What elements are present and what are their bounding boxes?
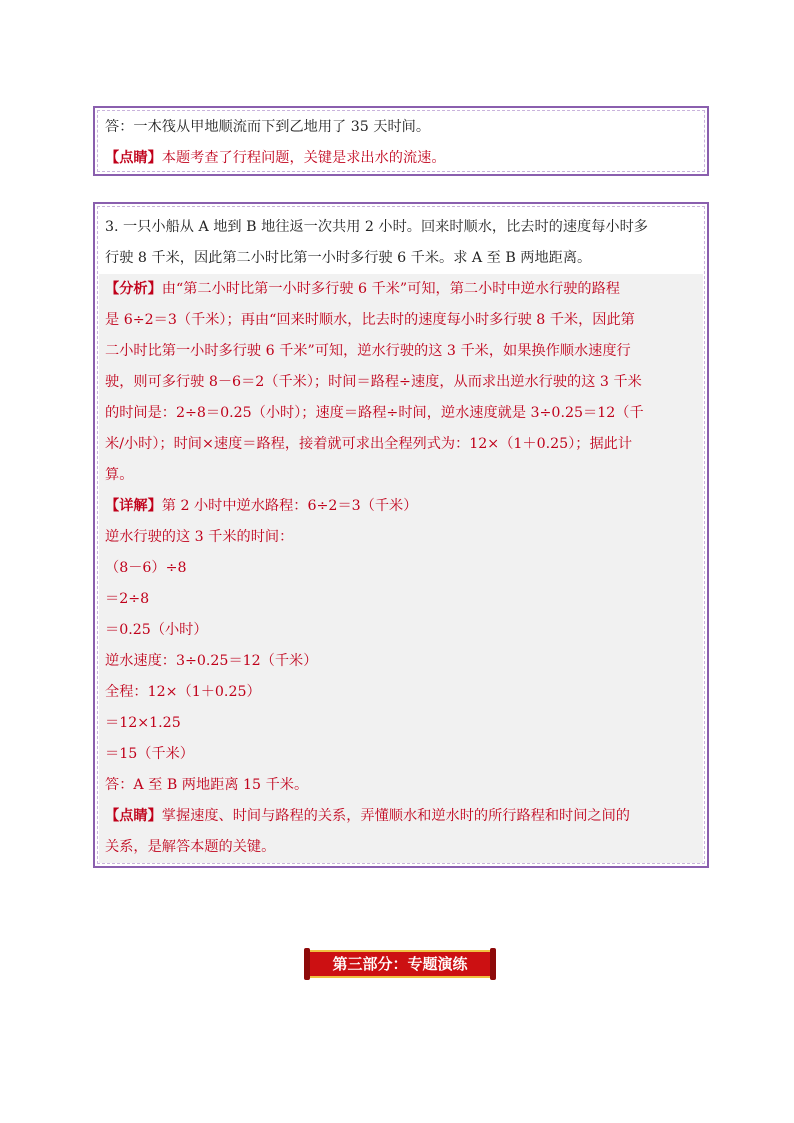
- detail-tag: 【详解】: [105, 498, 162, 514]
- answer-line: 答：A 至 B 两地距离 15 千米。: [99, 770, 703, 801]
- comment-tag: 【点睛】: [105, 808, 162, 824]
- analysis-line: 二小时比第一小时多行驶 6 千米”可知，逆水行驶的这 3 千米，如果换作顺水速度行: [99, 336, 703, 367]
- detail-text: 第 2 小时中逆水路程：6÷2＝3（千米）: [161, 498, 418, 514]
- analysis-line: 是 6÷2＝3（千米）；再由“回来时顺水，比去时的速度每小时多行驶 8 千米，因此第: [99, 305, 703, 336]
- analysis-line: 驶，则可多行驶 8－6＝2（千米）；时间＝路程÷速度，从而求出逆水行驶的这 3 千米: [99, 367, 703, 398]
- previous-solution-box: [93, 106, 709, 176]
- detail-line: ＝2÷8: [99, 584, 703, 615]
- detail-line: ＝15（千米）: [99, 739, 703, 770]
- detail-line: （8－6）÷8: [99, 553, 703, 584]
- detail-line: 全程：12×（1＋0.25）: [99, 677, 703, 708]
- comment-text: 掌握速度、时间与路程的关系，弄懂顺水和逆水时的所行路程和时间之间的: [161, 808, 630, 824]
- analysis-text: 由“第二小时比第一小时多行驶 6 千米”可知，第二小时中逆水行驶的路程: [161, 281, 620, 297]
- detail-line: [99, 491, 703, 522]
- problem-3-box: [93, 202, 709, 868]
- comment-tag: 【点睛】: [105, 150, 162, 166]
- detail-line: 逆水速度：3÷0.25＝12（千米）: [99, 646, 703, 677]
- analysis-tag: 【分析】: [105, 281, 162, 297]
- comment-line: 关系，是解答本题的关键。: [99, 832, 703, 863]
- detail-line: ＝0.25（小时）: [99, 615, 703, 646]
- analysis-line: 的时间是：2÷8＝0.25（小时）；速度＝路程÷时间，逆水速度就是 3÷0.25＝12（千: [99, 398, 703, 429]
- answer-line: 答：一木筏从甲地顺流而下到乙地用了 35 天时间。: [105, 119, 431, 135]
- question-line: 行驶 8 千米，因此第二小时比第一小时多行驶 6 千米。求 A 至 B 两地距离。: [105, 250, 592, 266]
- comment-line: [99, 143, 703, 174]
- comment-text: 本题考查了行程问题，关键是求出水的流速。: [161, 150, 446, 166]
- section-title-banner: [304, 948, 496, 980]
- comment-line: [99, 801, 703, 832]
- question-line: 3. 一只小船从 A 地到 B 地往返一次共用 2 小时。回来时顺水，比去时的速度每小时多: [105, 219, 648, 235]
- section-title: 第三部分：专题演练: [332, 955, 468, 973]
- detail-line: 逆水行驶的这 3 千米的时间：: [99, 522, 703, 553]
- detail-line: ＝12×1.25: [99, 708, 703, 739]
- analysis-line: [99, 274, 703, 305]
- analysis-line: 米/小时）；时间×速度＝路程，接着就可求出全程列式为：12×（1＋0.25）；据此计: [99, 429, 703, 460]
- analysis-line: 算。: [99, 460, 703, 491]
